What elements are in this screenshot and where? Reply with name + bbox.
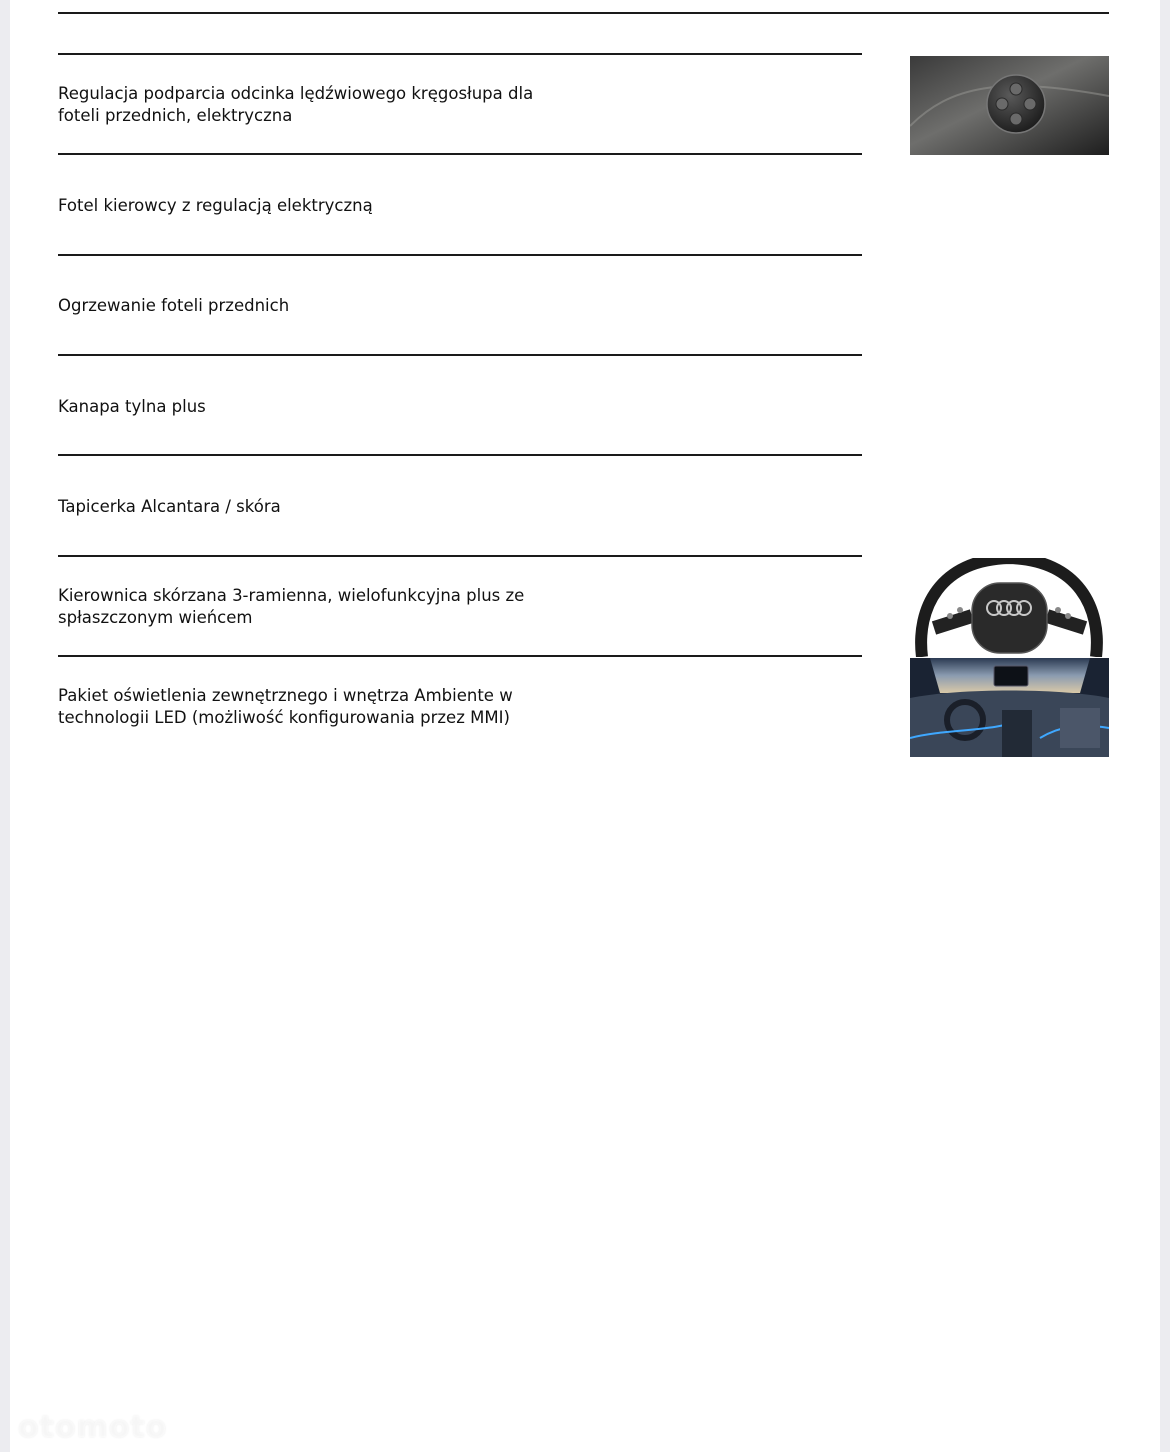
divider-line	[58, 12, 1109, 14]
watermark: otomoto	[18, 1410, 168, 1445]
divider-line	[58, 354, 862, 356]
divider-line	[58, 254, 862, 256]
feature-steering-wheel: Kierownica skórzana 3-ramienna, wielofunkcyjna plus ze spłaszczonym wieńcem	[58, 586, 525, 627]
divider-line	[58, 655, 862, 657]
lumbar-support-control-icon	[910, 56, 1109, 155]
feature-lumbar-support: Regulacja podparcia odcinka lędźwiowego kręgosłupa dla foteli przednich, elektryczna	[58, 84, 534, 125]
divider-line	[58, 153, 862, 155]
divider-line	[58, 555, 862, 557]
ambient-interior-photo-icon	[910, 658, 1109, 757]
feature-driver-seat: Fotel kierowcy z regulacją elektryczną	[58, 196, 373, 215]
divider-line	[58, 53, 862, 55]
feature-seat-heating: Ogrzewanie foteli przednich	[58, 296, 290, 315]
feature-upholstery: Tapicerka Alcantara / skóra	[58, 497, 281, 516]
feature-ambient-lighting: Pakiet oświetlenia zewnętrznego i wnętrza Ambiente w technologii LED (możliwość konfigurowania przez MMI)	[58, 686, 513, 727]
divider-line	[58, 454, 862, 456]
document-page	[10, 0, 1160, 1452]
feature-rear-bench: Kanapa tylna plus	[58, 397, 206, 416]
steering-wheel-icon	[910, 558, 1109, 657]
